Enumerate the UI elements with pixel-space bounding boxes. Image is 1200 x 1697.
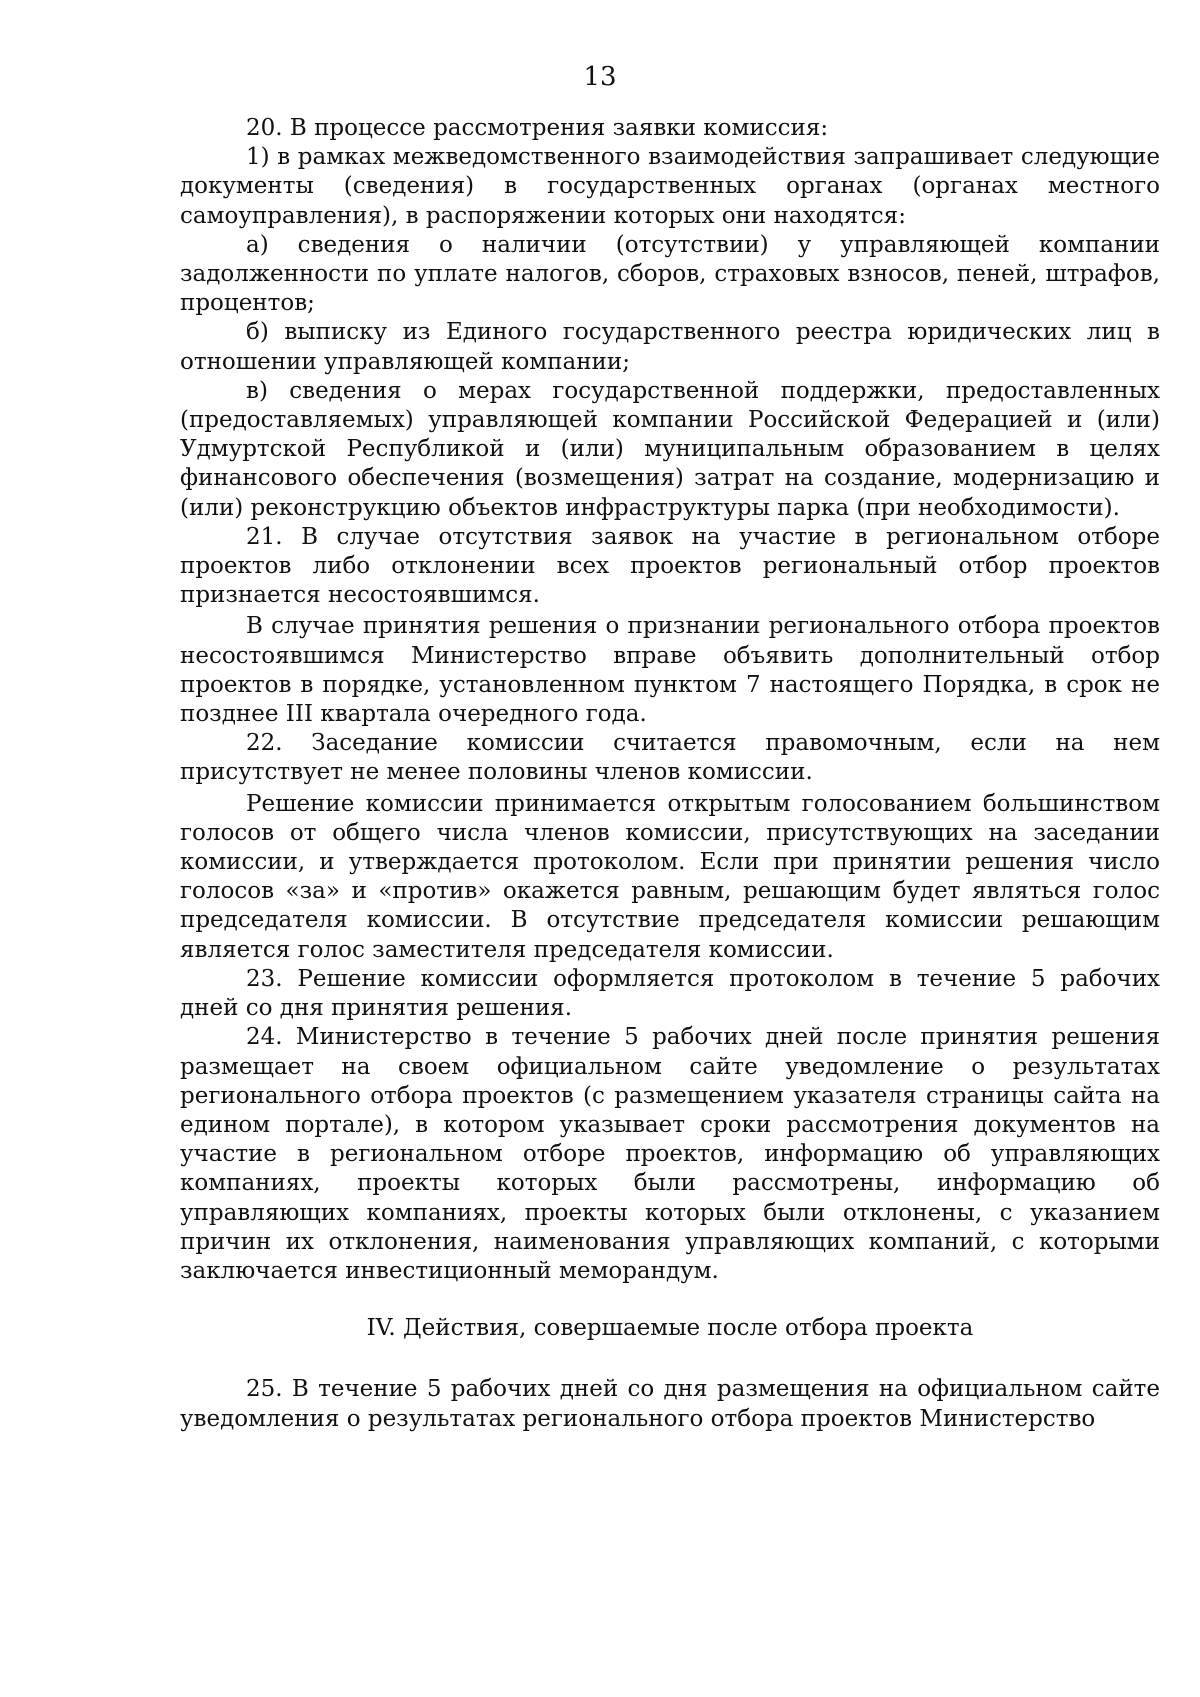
paragraph-21: 21. В случае отсутствия заявок на участие в региональном отборе проектов либо отклонении всех проектов региональный отбор проектов признается несостоявшимся. [180, 523, 1160, 609]
paragraph-23: 23. Решение комиссии оформляется протоколом в течение 5 рабочих дней со дня принятия решения. [180, 965, 1160, 1022]
paragraph-20-item-b: б) выписку из Единого государственного реестра юридических лиц в отношении управляющей компании; [180, 319, 1160, 375]
paragraph-24: 24. Министерство в течение 5 рабочих дней после принятия решения размещает на своем официальном сайте уведомление о результатах регионального отбора проектов (с размещением указателя страницы сайта на едином портале), в котором указывает сроки рассмотрения документов на участие в региональном отборе проектов, информацию об управляющих компаниях, проекты которых были рассмотрены, информацию об управляющих компаниях, проекты которых были отклонены, с указанием причин их отклонения, наименования управляющих компаний, с которыми заключается инвестиционный меморандум. [180, 1024, 1160, 1284]
paragraph-22-continuation: Решение комиссии принимается открытым голосованием большинством голосов от общего числа членов комиссии, присутствующих на заседании комиссии, и утверждается протоколом. Если при принятии решения число голосов «за» и «против» окажется равным, решающим будет являться голос председателя комиссии. В отсутствие председателя комиссии решающим является голос заместителя председателя комиссии. [180, 790, 1160, 963]
paragraph-20-item-a: а) сведения о наличии (отсутствии) у управляющей компании задолженности по уплате налогов, сборов, страховых взносов, пеней, штрафов, процентов; [180, 231, 1160, 317]
paragraph-20-item-v: в) сведения о мерах государственной поддержки, предоставленных (предоставляемых) управляющей компании Российской Федерацией и (или) Удмуртской Республикой и (или) муниципальным образованием в целях финансового обеспечения (возмещения) затрат на создание, модернизацию и (или) реконструкцию объектов инфраструктуры парка (при необходимости). [180, 377, 1160, 521]
paragraph-21-continuation: В случае принятия решения о признании регионального отбора проектов несостоявшимся Министерство вправе объявить дополнительный отбор проектов в порядке, установленном пунктом 7 настоящего Порядка, в срок не позднее III квартала очередного года. [180, 613, 1160, 728]
document-body [180, 114, 1160, 1434]
paragraph-20-item-1: 1) в рамках межведомственного взаимодействия запрашивает следующие документы (сведения) в государственных органах (органах местного самоуправления), в распоряжении которых они находятся: [180, 144, 1160, 229]
section-heading: IV. Действия, совершаемые после отбора проекта [366, 1315, 974, 1342]
page-number: 13 [583, 62, 617, 92]
paragraph-22: 22. Заседание комиссии считается правомочным, если на нем присутствует не менее половины членов комиссии. [180, 730, 1160, 786]
paragraph-20: 20. В процессе рассмотрения заявки комиссия: [246, 115, 829, 141]
paragraph-25: 25. В течение 5 рабочих дней со дня размещения на официальном сайте уведомления о результатах регионального отбора проектов Министерство [180, 1376, 1160, 1432]
